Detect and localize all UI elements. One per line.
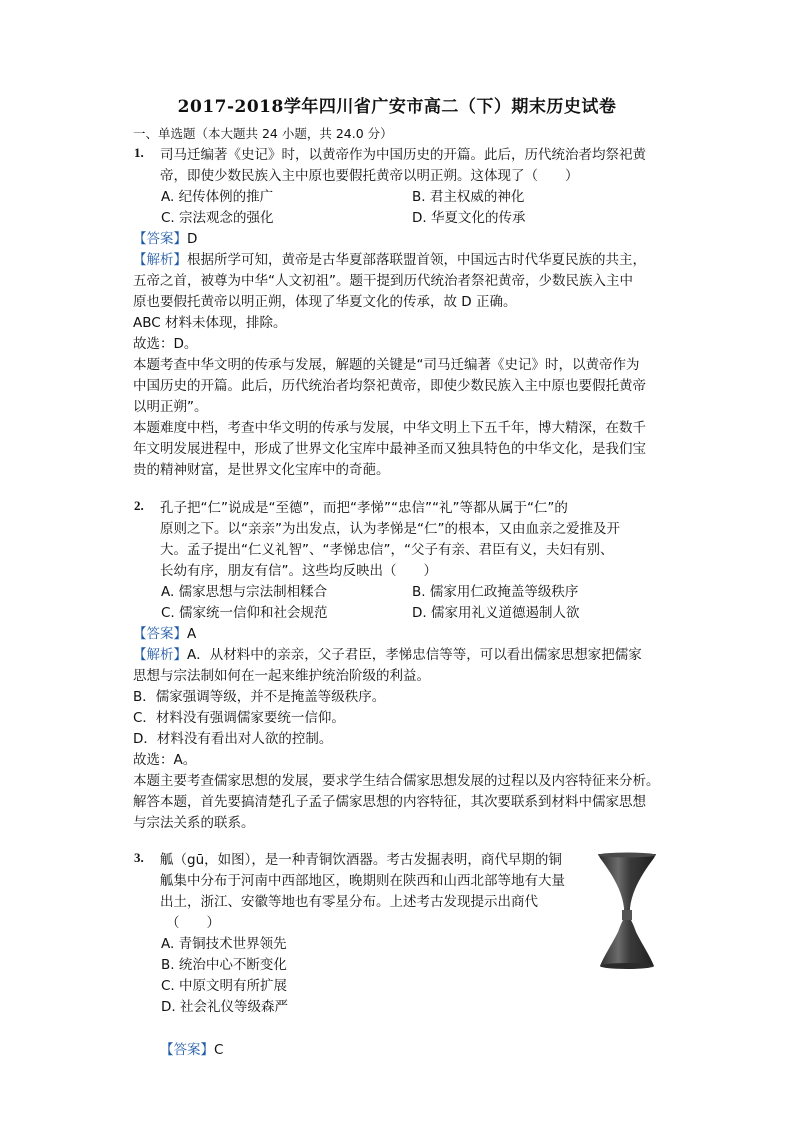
option-c[interactable]: C. 宗法观念的强化 (161, 210, 274, 226)
answer-tag: 【答案】 (133, 231, 187, 247)
answer-value: A (187, 626, 197, 642)
analysis-line: 故选：A。 (133, 752, 197, 768)
analysis-line: 贵的精神财富，是世界文化宝库中的奇葩。 (133, 462, 390, 478)
analysis-line: 中国历史的开篇。此后，历代统治者均祭祀黄帝，即使少数民族入主中原也要假托黄帝 (133, 378, 646, 394)
analysis-line: 原也要假托黄帝以明正朔，体现了华夏文化的传承，故 D 正确。 (133, 294, 517, 310)
analysis-line: D．材料没有看出对人欲的控制。 (133, 731, 333, 747)
option-b[interactable]: B. 君主权威的神化 (412, 189, 525, 205)
option-d[interactable]: D. 社会礼仪等级森严 (161, 999, 288, 1015)
bronze-gu-vessel-image (596, 852, 658, 970)
answer-value: D (187, 231, 198, 247)
option-d[interactable]: D. 儒家用礼义道德遏制人欲 (412, 605, 580, 621)
page-title: 2017-2018学年四川省广安市高二（下）期末历史试卷 (177, 97, 617, 117)
stem-line: 觚集中分布于河南中西部地区，晚期则在陕西和山西北部等地有大量 (160, 873, 565, 889)
section-heading: 一、单选题（本大题共 24 小题，共 24.0 分） (133, 126, 393, 141)
answer-line (133, 229, 197, 250)
option-d[interactable]: D. 华夏文化的传承 (412, 210, 526, 226)
question-stem (160, 850, 590, 934)
option-b[interactable]: B. 统治中心不断变化 (161, 957, 287, 973)
analysis-line: ABC 材料未体现，排除。 (133, 315, 287, 331)
stem-line: 长幼有序，朋友有信”。这些均反映出（ ） (160, 563, 437, 579)
analysis-line: 以明正朔”。 (133, 399, 208, 415)
option-c[interactable]: C. 儒家统一信仰和社会规范 (161, 605, 328, 621)
analysis-line: 【解析】根据所学可知，黄帝是古华夏部落联盟首领，中国远古时代华夏民族的共主， (133, 252, 646, 268)
analysis-line: 与宗法关系的联系。 (133, 815, 255, 831)
option-c[interactable]: C. 中原文明有所扩展 (161, 978, 288, 994)
analysis-block (133, 250, 665, 481)
answer-line (133, 624, 196, 645)
question-number: 2. (134, 498, 144, 513)
option-a[interactable]: A. 纪传体例的推广 (161, 189, 274, 205)
stem-line: 大。孟子提出“仁义礼智”、“孝悌忠信”，“父子有亲、君臣有义，夫妇有别、 (160, 542, 614, 558)
answer-value: C (214, 1042, 224, 1058)
analysis-line: 【解析】A．从材料中的亲亲，父子君臣，孝悌忠信等等，可以看出儒家思想家把儒家 (133, 647, 642, 663)
question-stem (160, 498, 670, 582)
analysis-line: 本题考查中华文明的传承与发展，解题的关键是“司马迁编著《史记》时，以黄帝作为 (133, 357, 640, 373)
analysis-tag: 【解析】 (133, 252, 187, 268)
analysis-line: 解答本题，首先要搞清楚孔子孟子儒家思想的内容特征，其次要联系到材料中儒家思想 (133, 794, 646, 810)
analysis-tag: 【解析】 (133, 647, 187, 663)
stem-line: 原则之下。以“亲亲”为出发点，认为孝悌是“仁”的根本，又由血亲之爱推及开 (160, 521, 620, 537)
answer-tag: 【答案】 (160, 1042, 214, 1058)
analysis-line: C．材料没有强调儒家要统一信仰。 (133, 710, 345, 726)
question-number: 3. (134, 850, 144, 865)
option-b[interactable]: B. 儒家用仁政掩盖等级秩序 (412, 584, 579, 600)
stem-line: 出土，浙江、安徽等地也有零星分布。上述考古发现提示出商代 (160, 894, 538, 910)
stem-line: 司马迁编著《史记》时，以黄帝作为中国历史的开篇。此后，历代统治者均祭祀黄 (160, 147, 646, 163)
stem-line: 帝，即使少数民族入主中原也要假托黄帝以明正朔。这体现了（ ） (160, 168, 579, 184)
stem-line: （ ） (166, 915, 220, 931)
option-a[interactable]: A. 儒家思想与宗法制相糅合 (161, 584, 328, 600)
analysis-line: 年文明发展进程中，形成了世界文化宝库中最神圣而又独具特色的中华文化，是我们宝 (133, 441, 646, 457)
analysis-block (133, 645, 665, 834)
stem-line: 孔子把“仁”说成是“至德”，而把“孝悌”“忠信”“礼”等都从属于“仁”的 (160, 500, 568, 516)
analysis-line: 本题难度中档，考查中华文明的传承与发展，中华文明上下五千年，博大精深，在数千 (133, 420, 646, 436)
stem-line: 觚（gū，如图），是一种青铜饮酒器。考古发掘表明，商代早期的铜 (160, 852, 562, 868)
answer-line (160, 1040, 223, 1061)
analysis-line: 故选：D。 (133, 336, 198, 352)
question-stem (160, 145, 670, 187)
analysis-line: 本题主要考查儒家思想的发展，要求学生结合儒家思想发展的过程以及内容特征来分析。 (133, 773, 660, 789)
analysis-line: 思想与宗法制如何在一起来维护统治阶级的利益。 (133, 668, 430, 684)
answer-tag: 【答案】 (133, 626, 187, 642)
question-number: 1. (134, 145, 144, 160)
analysis-line: 五帝之首，被尊为中华“人文初祖”。题干提到历代统治者祭祀黄帝，少数民族入主中 (133, 273, 633, 289)
analysis-line: B．儒家强调等级，并不是掩盖等级秩序。 (133, 689, 386, 705)
option-a[interactable]: A. 青铜技术世界领先 (161, 936, 287, 952)
